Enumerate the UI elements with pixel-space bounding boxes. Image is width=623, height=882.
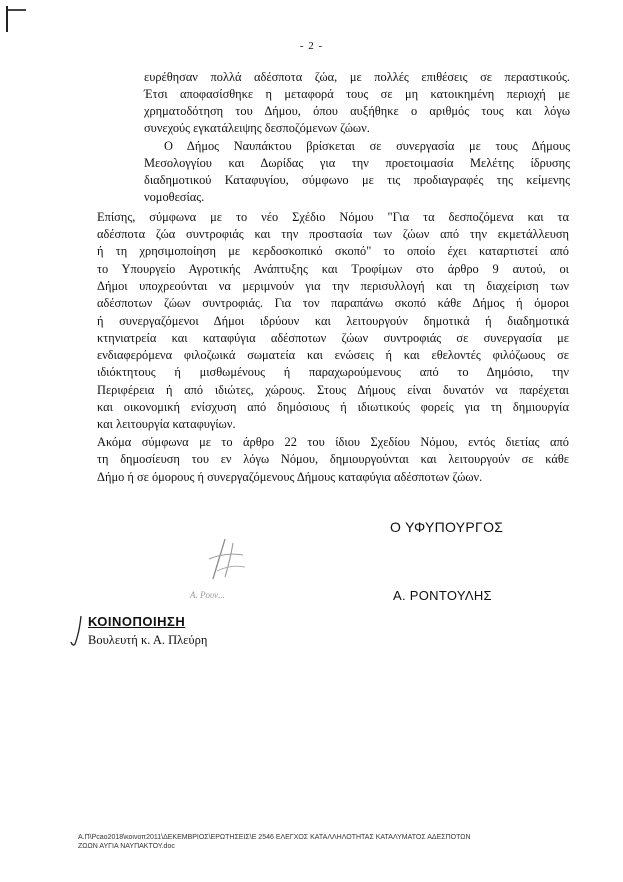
body-line: Περιφέρεια ή από ιδιώτες, χώρους. Στους Δήμους είναι δυνατόν να παρέχεται bbox=[97, 383, 569, 397]
body-line: Ο Δήμος Ναυπάκτου βρίσκεται σε συνεργασία με τους Δήμους bbox=[164, 139, 570, 153]
body-line: ενδιαφερόμενα φιλοζωικά σωματεία και ενώσεις ή και εθελοντές φιλόζωους σε bbox=[97, 348, 569, 362]
body-line: συνεχούς εγκατάλειψης δεσποζόμενων ζώων. bbox=[144, 121, 370, 135]
body-line: ή συνεργαζόμενοι Δήμοι ιδρύουν και λειτουργούν δημοτικά ή διαδημοτικά bbox=[97, 314, 569, 328]
body-line: ευρέθησαν πολλά αδέσποτα ζώα, με πολλές επιθέσεις σε περαστικούς. bbox=[144, 70, 570, 84]
body-line: κτηνιατρεία και καταφύγια αδέσποτων ζώων συντροφιάς σε συνεργασία με bbox=[97, 331, 569, 345]
body-line: και λειτουργία καταφυγίων. bbox=[97, 417, 236, 431]
body-line: Ακόμα σύμφωνα με το άρθρο 22 του ίδιου Σχεδίου Νόμου, εντός διετίας από bbox=[97, 435, 569, 449]
body-line: αδέσποτα ζώα συντροφιάς και την προστασία των ζώων από την εκμετάλλευση bbox=[97, 227, 569, 241]
body-line: Δήμο ή σε όμορους ή συνεργαζόμενους Δήμους καταφύγια αδέσποτων ζώων. bbox=[97, 470, 483, 484]
body-line: ή τη χρησιμοποίηση με κερδοσκοπικό σκοπό" το οποίο έχει καταρτιστεί από bbox=[97, 244, 569, 258]
file-path-footer-line1: Α.Π\Pcao2018\κοινοπ2011\ΔΕΚΕΜΒΡΙΟΣ\ΕΡΩΤΗΣΕΙΣ\Ε 2546 ΕΛΕΓΧΟΣ ΚΑΤΑΛΛΗΛΟΤΗΤΑΣ ΚΑΤΑΛΥΜΑΤΟΣ ΑΔΕΣΠΟΤΩΝ bbox=[78, 834, 471, 841]
body-line: Δήμοι υποχρεούνται να μεριμνούν για την περισυλλογή και τη διαχείριση των bbox=[97, 279, 569, 293]
body-line: χρηματοδότηση του Δήμου, όπου αυξήθηκε ο αριθμός τους και λόγω bbox=[144, 104, 570, 118]
scan-corner-mark bbox=[6, 6, 28, 12]
handwritten-signature bbox=[195, 535, 255, 585]
body-line: Επίσης, σύμφωνα με το νέο Σχέδιο Νόμου "Για τα δεσποζόμενα και τα bbox=[97, 210, 569, 224]
signatory-title: Ο ΥΦΥΠΟΥΡΓΟΣ bbox=[390, 519, 504, 535]
body-line: ιδιόκτητους ή μισθωμένους ή παραχωρούμενους από το Δημόσιο, την bbox=[97, 365, 569, 379]
page-number: - 2 - bbox=[299, 40, 324, 52]
body-line: διαδημοτικού Καταφυγίου, σύμφωνο με τις προδιαγραφές της κείμενης bbox=[144, 173, 570, 187]
body-line: τη δημοσίευση του εν λόγω Νόμου, δημιουργούνται και λειτουργούν σε κάθε bbox=[97, 452, 569, 466]
body-line: νομοθεσίας. bbox=[144, 190, 205, 204]
handwritten-tick-icon bbox=[68, 614, 86, 648]
body-line: Έτσι αποφασίσθηκε η μεταφορά τους σε μη κατοικημένη περιοχή με bbox=[144, 87, 570, 101]
body-line: αδέσποτων ζώων συντροφιάς. Για τον παραπάνω σκοπό κάθε Δήμος ή όμοροι bbox=[97, 296, 569, 310]
signatory-name: Α. ΡΟΝΤΟΥΛΗΣ bbox=[393, 588, 492, 603]
body-line: Μεσολογγίου και Δωρίδας για την προετοιμασία Μελέτης ίδρυσης bbox=[144, 156, 570, 170]
file-path-footer-line2: ΖΩΩΝ ΑΥΓΙΑ ΝΑΥΠΑΚΤΟΥ.doc bbox=[78, 843, 175, 850]
body-line: το Υπουργείο Αγροτικής Ανάπτυξης και Τροφίμων στο άρθρο 9 αυτού, οι bbox=[97, 262, 569, 276]
body-line: και οικονομική ενίσχυση από δημόσιους ή ιδιωτικούς φορείς για τη δημιουργία bbox=[97, 400, 569, 414]
distribution-heading: ΚΟΙΝΟΠΟΙΗΣΗ bbox=[88, 614, 186, 629]
faint-stamp-text: Α. Ρουν... bbox=[190, 590, 225, 600]
distribution-recipient: Βουλευτή κ. Α. Πλεύρη bbox=[88, 633, 208, 647]
